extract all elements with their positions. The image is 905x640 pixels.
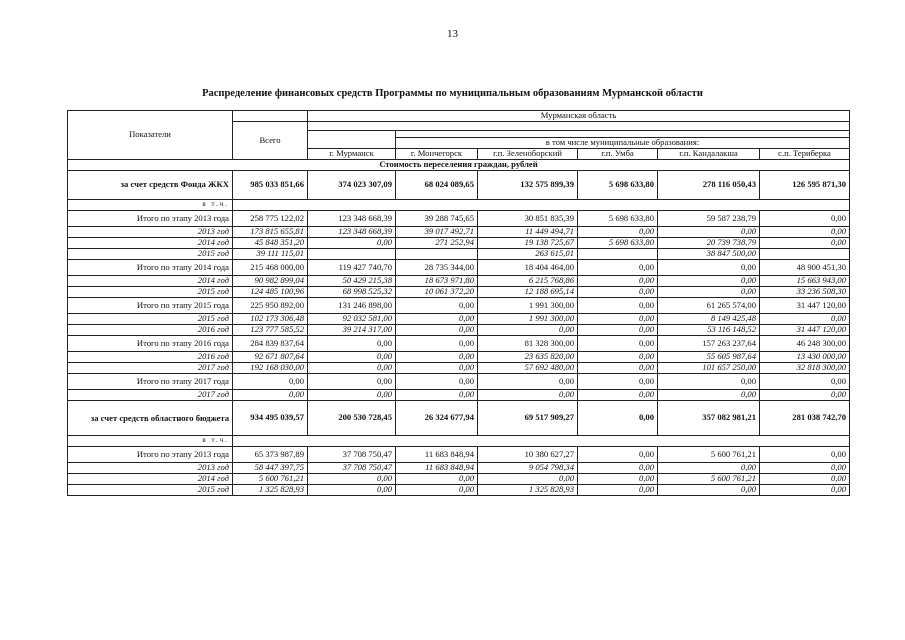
value-cell: 0,00 — [233, 390, 308, 401]
row-label: Итого по этапу 2015 года — [68, 298, 233, 314]
header-municipality: г.п. Зеленоборский — [478, 149, 578, 160]
value-cell: 1 325 828,93 — [478, 485, 578, 496]
value-cell: 0,00 — [396, 485, 478, 496]
table-row — [68, 463, 850, 474]
value-cell: 0,00 — [233, 374, 308, 390]
table-row — [68, 485, 850, 496]
value-cell: 39 017 492,71 — [396, 227, 478, 238]
value-cell: 69 517 909,27 — [478, 401, 578, 436]
value-cell: 11 683 848,94 — [396, 463, 478, 474]
value-cell: 0,00 — [578, 260, 658, 276]
value-cell: 31 447 120,00 — [760, 298, 850, 314]
table-row — [68, 436, 850, 447]
value-cell: 61 265 574,00 — [658, 298, 760, 314]
row-label: за счет средств Фонда ЖКХ — [68, 171, 233, 200]
table-row — [68, 238, 850, 249]
value-cell: 0,00 — [578, 390, 658, 401]
value-cell: 0,00 — [578, 447, 658, 463]
value-cell: 0,00 — [396, 336, 478, 352]
value-cell: 123 348 668,39 — [308, 227, 396, 238]
value-cell: 12 188 695,14 — [478, 287, 578, 298]
value-cell: 65 373 987,89 — [233, 447, 308, 463]
value-cell: 0,00 — [658, 463, 760, 474]
value-cell: 0,00 — [578, 374, 658, 390]
value-cell: 0,00 — [578, 227, 658, 238]
value-cell: 90 982 899,04 — [233, 276, 308, 287]
value-cell: 157 263 237,64 — [658, 336, 760, 352]
table-row — [68, 211, 850, 227]
value-cell: 0,00 — [478, 474, 578, 485]
row-label: 2013 год — [68, 227, 233, 238]
value-cell: 0,00 — [478, 390, 578, 401]
row-label: 2015 год — [68, 485, 233, 496]
table-row — [68, 287, 850, 298]
value-cell: 0,00 — [658, 287, 760, 298]
value-cell: 123 348 668,39 — [308, 211, 396, 227]
value-cell: 0,00 — [308, 352, 396, 363]
value-cell: 39 288 745,65 — [396, 211, 478, 227]
value-cell: 39 214 317,00 — [308, 325, 396, 336]
value-cell: 0,00 — [658, 227, 760, 238]
table-row — [68, 352, 850, 363]
value-cell: 5 600 761,21 — [658, 447, 760, 463]
value-cell: 1 991 300,00 — [478, 314, 578, 325]
value-cell: 13 430 000,00 — [760, 352, 850, 363]
row-label: 2016 год — [68, 352, 233, 363]
value-cell: 0,00 — [308, 390, 396, 401]
value-cell: 5 698 633,80 — [578, 171, 658, 200]
value-cell: 0,00 — [760, 485, 850, 496]
value-cell: 1 991 300,00 — [478, 298, 578, 314]
value-cell: 6 215 768,86 — [478, 276, 578, 287]
financial-distribution-table — [67, 110, 850, 496]
value-cell: 278 116 050,43 — [658, 171, 760, 200]
header-municipality: г.п. Кандалакша — [658, 149, 760, 160]
value-cell: 0,00 — [760, 238, 850, 249]
row-label: 2015 год — [68, 314, 233, 325]
table-row — [68, 260, 850, 276]
value-cell: 0,00 — [658, 374, 760, 390]
value-cell: 53 116 148,52 — [658, 325, 760, 336]
value-cell: 123 777 585,52 — [233, 325, 308, 336]
value-cell: 0,00 — [760, 374, 850, 390]
table-row — [68, 314, 850, 325]
header-municipality: г. Мончегорск — [396, 149, 478, 160]
value-cell: 0,00 — [760, 390, 850, 401]
value-cell — [760, 249, 850, 260]
value-cell: 19 138 725,67 — [478, 238, 578, 249]
value-cell — [578, 249, 658, 260]
table-row — [68, 325, 850, 336]
value-cell: 0,00 — [760, 211, 850, 227]
value-cell: 92 671 807,64 — [233, 352, 308, 363]
value-cell: 39 111 115,01 — [233, 249, 308, 260]
value-cell: 374 023 307,09 — [308, 171, 396, 200]
value-cell: 0,00 — [578, 287, 658, 298]
value-cell: 68 998 525,32 — [308, 287, 396, 298]
value-cell: 126 595 871,30 — [760, 171, 850, 200]
header-total: Всего — [233, 122, 308, 160]
row-label: 2014 год — [68, 238, 233, 249]
value-cell: 0,00 — [308, 474, 396, 485]
value-cell: 20 739 738,79 — [658, 238, 760, 249]
table-row — [68, 276, 850, 287]
value-cell: 985 033 851,66 — [233, 171, 308, 200]
value-cell: 32 818 300,00 — [760, 363, 850, 374]
value-cell: 132 575 899,39 — [478, 171, 578, 200]
value-cell: 357 082 981,21 — [658, 401, 760, 436]
value-cell: 0,00 — [760, 463, 850, 474]
value-cell: 0,00 — [760, 474, 850, 485]
row-label: 2017 год — [68, 390, 233, 401]
value-cell: 59 587 238,79 — [658, 211, 760, 227]
value-cell: 11 683 848,94 — [396, 447, 478, 463]
table-row — [68, 447, 850, 463]
value-cell: 1 325 828,93 — [233, 485, 308, 496]
value-cell: 18 673 971,80 — [396, 276, 478, 287]
value-cell: 18 404 464,00 — [478, 260, 578, 276]
value-cell: 38 847 500,00 — [658, 249, 760, 260]
value-cell: 0,00 — [308, 336, 396, 352]
value-cell: 173 815 655,81 — [233, 227, 308, 238]
row-label: 2013 год — [68, 463, 233, 474]
value-cell: 263 615,01 — [478, 249, 578, 260]
table-row — [68, 298, 850, 314]
row-label: в т.ч. — [68, 436, 233, 447]
value-cell: 0,00 — [578, 276, 658, 287]
table-row — [68, 200, 850, 211]
value-cell: 10 061 372,20 — [396, 287, 478, 298]
value-cell: 0,00 — [658, 390, 760, 401]
value-cell: 0,00 — [308, 485, 396, 496]
header-municipality: г.п. Умба — [578, 149, 658, 160]
value-cell — [308, 249, 396, 260]
value-cell: 124 485 100,96 — [233, 287, 308, 298]
value-cell: 0,00 — [308, 238, 396, 249]
value-cell: 0,00 — [396, 352, 478, 363]
table-row — [68, 374, 850, 390]
table-row — [68, 227, 850, 238]
value-cell: 258 775 122,02 — [233, 211, 308, 227]
table-row — [68, 249, 850, 260]
row-label: Итого по этапу 2014 года — [68, 260, 233, 276]
row-label: 2015 год — [68, 249, 233, 260]
row-label: 2014 год — [68, 474, 233, 485]
value-cell — [396, 249, 478, 260]
value-cell: 5 698 633,80 — [578, 211, 658, 227]
value-cell: 37 708 750,47 — [308, 463, 396, 474]
value-cell: 46 248 300,00 — [760, 336, 850, 352]
value-cell: 5 698 633,80 — [578, 238, 658, 249]
header-including: в том числе муниципальные образования: — [396, 138, 850, 149]
value-cell: 5 600 761,21 — [233, 474, 308, 485]
value-cell: 28 735 344,00 — [396, 260, 478, 276]
value-cell: 0,00 — [578, 314, 658, 325]
table-row — [68, 336, 850, 352]
row-label: 2015 год — [68, 287, 233, 298]
value-cell: 200 530 728,45 — [308, 401, 396, 436]
value-cell: 48 900 451,30 — [760, 260, 850, 276]
table-row — [68, 363, 850, 374]
value-cell: 0,00 — [760, 314, 850, 325]
value-cell: 0,00 — [578, 363, 658, 374]
header-municipality: с.п. Териберка — [760, 149, 850, 160]
value-cell: 0,00 — [578, 352, 658, 363]
value-cell: 26 324 677,94 — [396, 401, 478, 436]
header-region: Мурманская область — [308, 111, 850, 122]
value-cell: 0,00 — [578, 485, 658, 496]
value-cell: 10 380 627,27 — [478, 447, 578, 463]
value-cell: 8 149 425,48 — [658, 314, 760, 325]
value-cell: 0,00 — [658, 276, 760, 287]
value-cell: 92 032 581,00 — [308, 314, 396, 325]
value-cell: 0,00 — [578, 463, 658, 474]
value-cell: 57 692 480,00 — [478, 363, 578, 374]
value-cell: 0,00 — [578, 336, 658, 352]
table-row — [68, 171, 850, 200]
section-title: Стоимость переселения граждан, рублей — [68, 160, 850, 171]
page-number: 13 — [447, 28, 458, 40]
value-cell: 37 708 750,47 — [308, 447, 396, 463]
value-cell: 284 839 837,64 — [233, 336, 308, 352]
value-cell: 119 427 740,70 — [308, 260, 396, 276]
value-cell: 0,00 — [396, 374, 478, 390]
table-row — [68, 390, 850, 401]
value-cell: 55 605 987,64 — [658, 352, 760, 363]
row-label: Итого по этапу 2017 года — [68, 374, 233, 390]
value-cell: 9 054 798,34 — [478, 463, 578, 474]
value-cell: 0,00 — [308, 363, 396, 374]
value-cell: 0,00 — [578, 298, 658, 314]
value-cell: 0,00 — [396, 314, 478, 325]
value-cell: 0,00 — [658, 485, 760, 496]
value-cell: 192 168 030,00 — [233, 363, 308, 374]
value-cell: 0,00 — [578, 474, 658, 485]
value-cell: 50 429 215,38 — [308, 276, 396, 287]
header-municipality: г. Мурманск — [308, 149, 396, 160]
header-indicators: Показатели — [68, 111, 233, 160]
table-row — [68, 474, 850, 485]
value-cell: 45 848 351,20 — [233, 238, 308, 249]
row-label: 2017 год — [68, 363, 233, 374]
row-label: Итого по этапу 2016 года — [68, 336, 233, 352]
value-cell: 0,00 — [478, 325, 578, 336]
value-cell: 33 236 508,30 — [760, 287, 850, 298]
value-cell: 281 038 742,70 — [760, 401, 850, 436]
value-cell: 225 950 892,00 — [233, 298, 308, 314]
empty-cell — [233, 200, 850, 211]
row-label: Итого по этапу 2013 года — [68, 211, 233, 227]
row-label: 2014 год — [68, 276, 233, 287]
value-cell: 0,00 — [578, 325, 658, 336]
value-cell: 0,00 — [396, 325, 478, 336]
value-cell: 0,00 — [760, 447, 850, 463]
value-cell: 101 657 250,00 — [658, 363, 760, 374]
document-title: Распределение финансовых средств Программы по муниципальным образованиям Мурманской области — [202, 88, 703, 99]
value-cell: 31 447 120,00 — [760, 325, 850, 336]
value-cell: 934 495 039,57 — [233, 401, 308, 436]
value-cell: 0,00 — [478, 374, 578, 390]
value-cell: 81 328 300,00 — [478, 336, 578, 352]
row-label: Итого по этапу 2013 года — [68, 447, 233, 463]
value-cell: 0,00 — [396, 363, 478, 374]
value-cell: 0,00 — [396, 474, 478, 485]
row-label: за счет средств областного бюджета — [68, 401, 233, 436]
value-cell: 0,00 — [658, 260, 760, 276]
value-cell: 271 252,94 — [396, 238, 478, 249]
value-cell: 23 635 820,00 — [478, 352, 578, 363]
value-cell: 0,00 — [578, 401, 658, 436]
row-label: 2016 год — [68, 325, 233, 336]
value-cell: 0,00 — [396, 390, 478, 401]
value-cell: 102 173 306,48 — [233, 314, 308, 325]
empty-cell — [233, 436, 850, 447]
value-cell: 215 468 000,00 — [233, 260, 308, 276]
value-cell: 0,00 — [396, 298, 478, 314]
value-cell: 131 246 898,00 — [308, 298, 396, 314]
value-cell: 68 024 089,65 — [396, 171, 478, 200]
value-cell: 58 447 397,75 — [233, 463, 308, 474]
value-cell: 15 663 943,00 — [760, 276, 850, 287]
value-cell: 30 851 835,39 — [478, 211, 578, 227]
value-cell: 11 449 494,71 — [478, 227, 578, 238]
value-cell: 0,00 — [760, 227, 850, 238]
value-cell: 0,00 — [308, 374, 396, 390]
table-row — [68, 401, 850, 436]
row-label: в т.ч. — [68, 200, 233, 211]
value-cell: 5 600 761,21 — [658, 474, 760, 485]
